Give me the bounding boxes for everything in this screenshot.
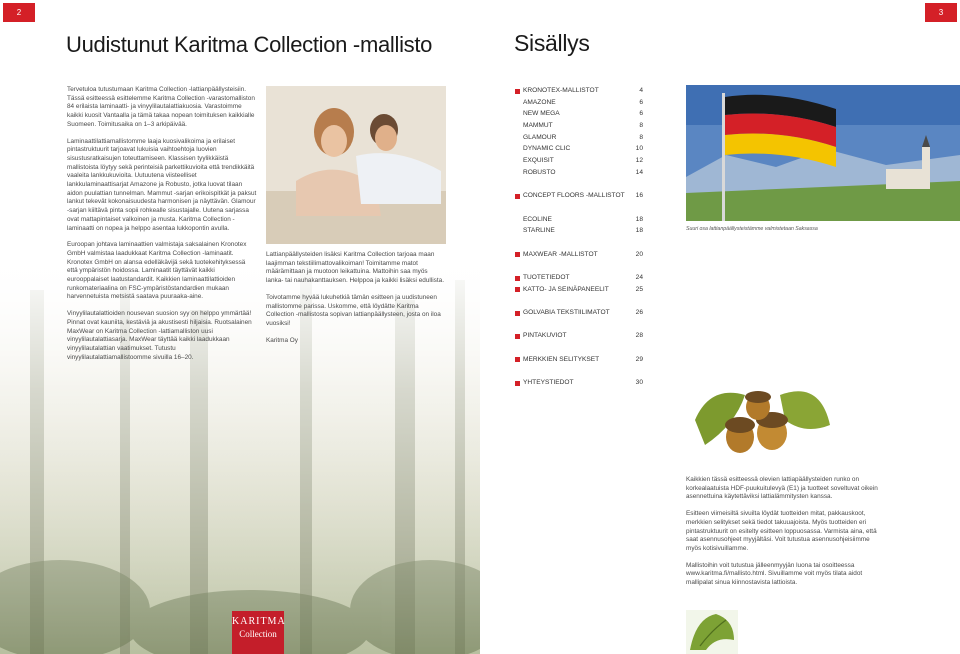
toc-entry-page: 29: [635, 355, 643, 363]
page-number-left: 2: [3, 3, 35, 22]
toc-entry: [515, 108, 643, 120]
toc-spacer: [515, 179, 643, 191]
text-column-2: [266, 251, 446, 353]
toc-spacer: [515, 202, 643, 214]
couple-lying-on-floor-photo: [266, 86, 446, 244]
logo-line-1: KARITMA: [232, 616, 286, 627]
acorns-and-oak-leaves-image: [690, 375, 835, 465]
toc-entry-page: 8: [639, 133, 643, 141]
paragraph: Esitteen viimeisiltä sivuilta löydät tuotteiden mitat, pakkauskoot, merkkien selitykset sekä tiedot takuuajoista. Myös tuotteiden eri pintastruktuurit on esitelty esitteen loppuosassa. Varmista aina, että saat asennusohjeet myyjältäsi. Voit tutustua asennusohjeisiimme myös kotisivuillamme.: [686, 510, 877, 552]
toc-bullet-icon: [515, 287, 520, 292]
toc-entry-label: ROBUSTO: [523, 168, 556, 176]
toc-entry-page: 20: [635, 250, 643, 258]
signature: Karitma Oy: [266, 336, 298, 344]
toc-entry: [515, 307, 643, 319]
toc-entry-label: ECOLINE: [523, 215, 552, 223]
toc-entry: [515, 272, 643, 284]
toc-entry: [515, 330, 643, 342]
toc-entry-label: NEW MEGA: [523, 110, 560, 118]
karitma-collection-logo: [232, 611, 284, 654]
toc-bullet-icon: [515, 194, 520, 199]
toc-entry-label: KRONOTEX-MALLISTOT: [523, 87, 599, 94]
toc-entry-label: MAXWEAR -MALLISTOT: [523, 250, 598, 258]
toc-entry-page: 8: [639, 122, 643, 130]
toc-bullet-icon: [515, 357, 520, 362]
toc-entry-page: 18: [635, 215, 643, 223]
toc-bullet-icon: [515, 381, 520, 386]
toc-spacer: [515, 295, 643, 307]
toc-entry-page: 10: [635, 145, 643, 153]
toc-entry-page: 25: [635, 285, 643, 293]
toc-entry: [515, 132, 643, 144]
toc-entry: [515, 354, 643, 366]
toc-entry-page: 6: [639, 110, 643, 118]
toc-entry: [515, 377, 643, 389]
toc-entry-label: STARLINE: [523, 227, 555, 235]
toc-entry: [515, 167, 643, 179]
toc-spacer: [515, 260, 643, 272]
toc-entry: [515, 225, 643, 237]
toc-entry-label: GOLVABIA TEKSTIILIMATOT: [523, 309, 610, 317]
toc-entry-page: 26: [635, 309, 643, 317]
toc-entry-page: 12: [635, 157, 643, 165]
toc-entry-label: GLAMOUR: [523, 133, 557, 141]
paragraph: Mallistoihin voit tutustua jälleenmyyjän luona tai osoitteessa www.karitma.fi/mallisto.html. Sivuillamme voit myös tilata aidot mallipalat sinua kiinnostavista lattioista.: [686, 561, 863, 587]
toc-entry: [515, 120, 643, 132]
toc-entry: [515, 155, 643, 167]
paragraph: Kaikkien tässä esitteessä olevien lattiapäällysteiden runko on korkealaatuista HDF-puukuitulevyä (E1) ja tuotteet soveltuvat oikein asennettuina käytettäviksi lattialämmitysten kanssa.: [686, 476, 878, 501]
toc-entry-label: MERKKIEN SELITYKSET: [523, 355, 600, 363]
toc-spacer: [515, 342, 643, 354]
toc-entry-label: MAMMUT: [523, 122, 553, 130]
text-column-3: [686, 476, 886, 596]
toc-entry: [515, 214, 643, 226]
logo-line-2: Collection: [239, 629, 277, 639]
intro-text-column: [67, 86, 257, 370]
toc-entry: [515, 249, 643, 261]
toc-entry: [515, 97, 643, 109]
toc-entry-label: YHTEYSTIEDOT: [523, 379, 574, 387]
page-title-right: Sisällys: [514, 30, 590, 56]
toc-bullet-icon: [515, 89, 520, 94]
flag-photo-caption: Suuri osa lattianpäällysteistämme valmistetaan Saksassa: [686, 226, 818, 232]
german-flag-landscape-photo: [686, 85, 960, 221]
table-of-contents: [515, 85, 643, 389]
toc-entry-label: PINTAKUVIOT: [523, 332, 567, 340]
toc-entry-page: 24: [635, 274, 643, 281]
toc-entry-page: 30: [635, 379, 643, 387]
toc-bullet-icon: [515, 311, 520, 316]
toc-entry-page: 28: [635, 332, 643, 340]
toc-spacer: [515, 366, 643, 378]
toc-entry-label: DYNAMIC CLIC: [523, 145, 571, 153]
toc-entry-label: TUOTETIEDOT: [523, 274, 570, 281]
toc-entry: [515, 190, 643, 202]
paragraph: Euroopan johtava laminaattien valmistaja saksalainen Kronotex GmbH valmistaa laadukkaat Karitma Collection -laminaatit. Kronotex GmbH on alansa edelläkävijä sekä tuotekehityksessä että ympäristön hoidossa. Laminaatit täyttävät kaikki eurooppalaiset laatustandardit. Kaikkien laminaattilattioiden runkomateriaalina on FSC-ympäristöstandardien mukaan harvennetuista metsistä saatava puuraaka-aine.: [67, 241, 247, 301]
toc-entry-label: EXQUISIT: [523, 157, 554, 165]
toc-bullet-icon: [515, 252, 520, 257]
toc-bullet-icon: [515, 276, 520, 281]
toc-entry-label: KATTO- JA SEINÄPANEELIT: [523, 285, 609, 293]
toc-entry-page: 16: [635, 192, 643, 200]
paragraph: Toivotamme hyvää lukuhetkiä tämän esitteen ja uudistuneen mallistomme parissa. Uskomme, että löydätte Karitma Collection -mallistosta sopivan lattianpäällysteen, josta on iloa vuosiksi!: [266, 293, 441, 327]
toc-entry-label: AMAZONE: [523, 98, 556, 106]
toc-entry: [515, 143, 643, 155]
toc-spacer: [515, 319, 643, 331]
toc-bullet-icon: [515, 334, 520, 339]
toc-entry-label: CONCEPT FLOORS -MALLISTOT: [523, 192, 625, 200]
paragraph: Tervetuloa tutustumaan Karitma Collection -lattianpäällysteisiin. Tässä esitteessä esittelemme Karitma Collection -varastomalliston 84 erilaista laminaatti- ja vinyylilautalattiakuosia. Varastoimme kaikki kuosit Vantaalla ja tämä takaa nopean toimituksen kaikkialle Suomeen. Toimitusaika on 1–3 arkipäivää.: [67, 86, 255, 128]
toc-entry-page: 18: [635, 227, 643, 235]
toc-entry: [515, 284, 643, 296]
toc-entry-page: 14: [635, 168, 643, 176]
paragraph: Lattianpäällysteiden lisäksi Karitma Collection tarjoaa maan laajimman tekstiilimattovalikoiman! Toimitamme matot määrämittaan ja muotoon leikattuina. Mattoihin saa myös lanka- tai nauhakanttauksen. Helppoa ja kaikki lisäksi edullista.: [266, 251, 444, 285]
toc-entry-page: 4: [639, 87, 643, 94]
page-title-left: Uudistunut Karitma Collection -mallisto: [66, 32, 433, 57]
page-number-right: 3: [925, 3, 957, 22]
toc-spacer: [515, 237, 643, 249]
paragraph: Vinyylilautalattioiden nousevan suosion syy on helppo ymmärtää! Pinnat ovat kauniita, kestäviä ja akustisesti hiljaisia. Ruotsalainen MaxWear on Karitma Collection -lattiamalliston uusi vinyylilautalattiasarja. MaxWear täyttää kaikki laadukkaan vinyylilautalattian vaatimukset. Tutustu vinyylilautalattiamallistoomme sivuilla 16–20.: [67, 310, 252, 361]
paragraph: Laminaattilattiamallistomme laaja kuosivalikoima ja erilaiset pintastruktuurit tarjoavat lukuisia vaihtoehtoja luovien sisustusratkaisujen toteuttamiseen. Klassisen tyylikkäistä mallistoista löytyy sekä perinteisiä parkettikuvioita että trendikkäitä vaaleita lankkukuvioita. Uutuutena viisteelliset lankkulaminaattisarjat Amazone ja Robusto, jotka luovat tilaan aidon puulattian tunnelman. Mammut -sarjan erikoispitkät ja paksut lankut tekevät kokonaisuudesta harmonisen ja näyttävän. Glamour -sarjan kiiltävä pinta sopii rohkealle sisustajalle. Uutena sarjassa ovat mattapintaiset valkoinen ja musta. Karitma Collection -laminaatti on nopea ja helppo asentaa lukkopontin avulla.: [67, 137, 257, 232]
oak-leaf-image: [686, 610, 738, 654]
toc-entry-page: 6: [639, 98, 643, 106]
toc-entry: [515, 85, 643, 97]
